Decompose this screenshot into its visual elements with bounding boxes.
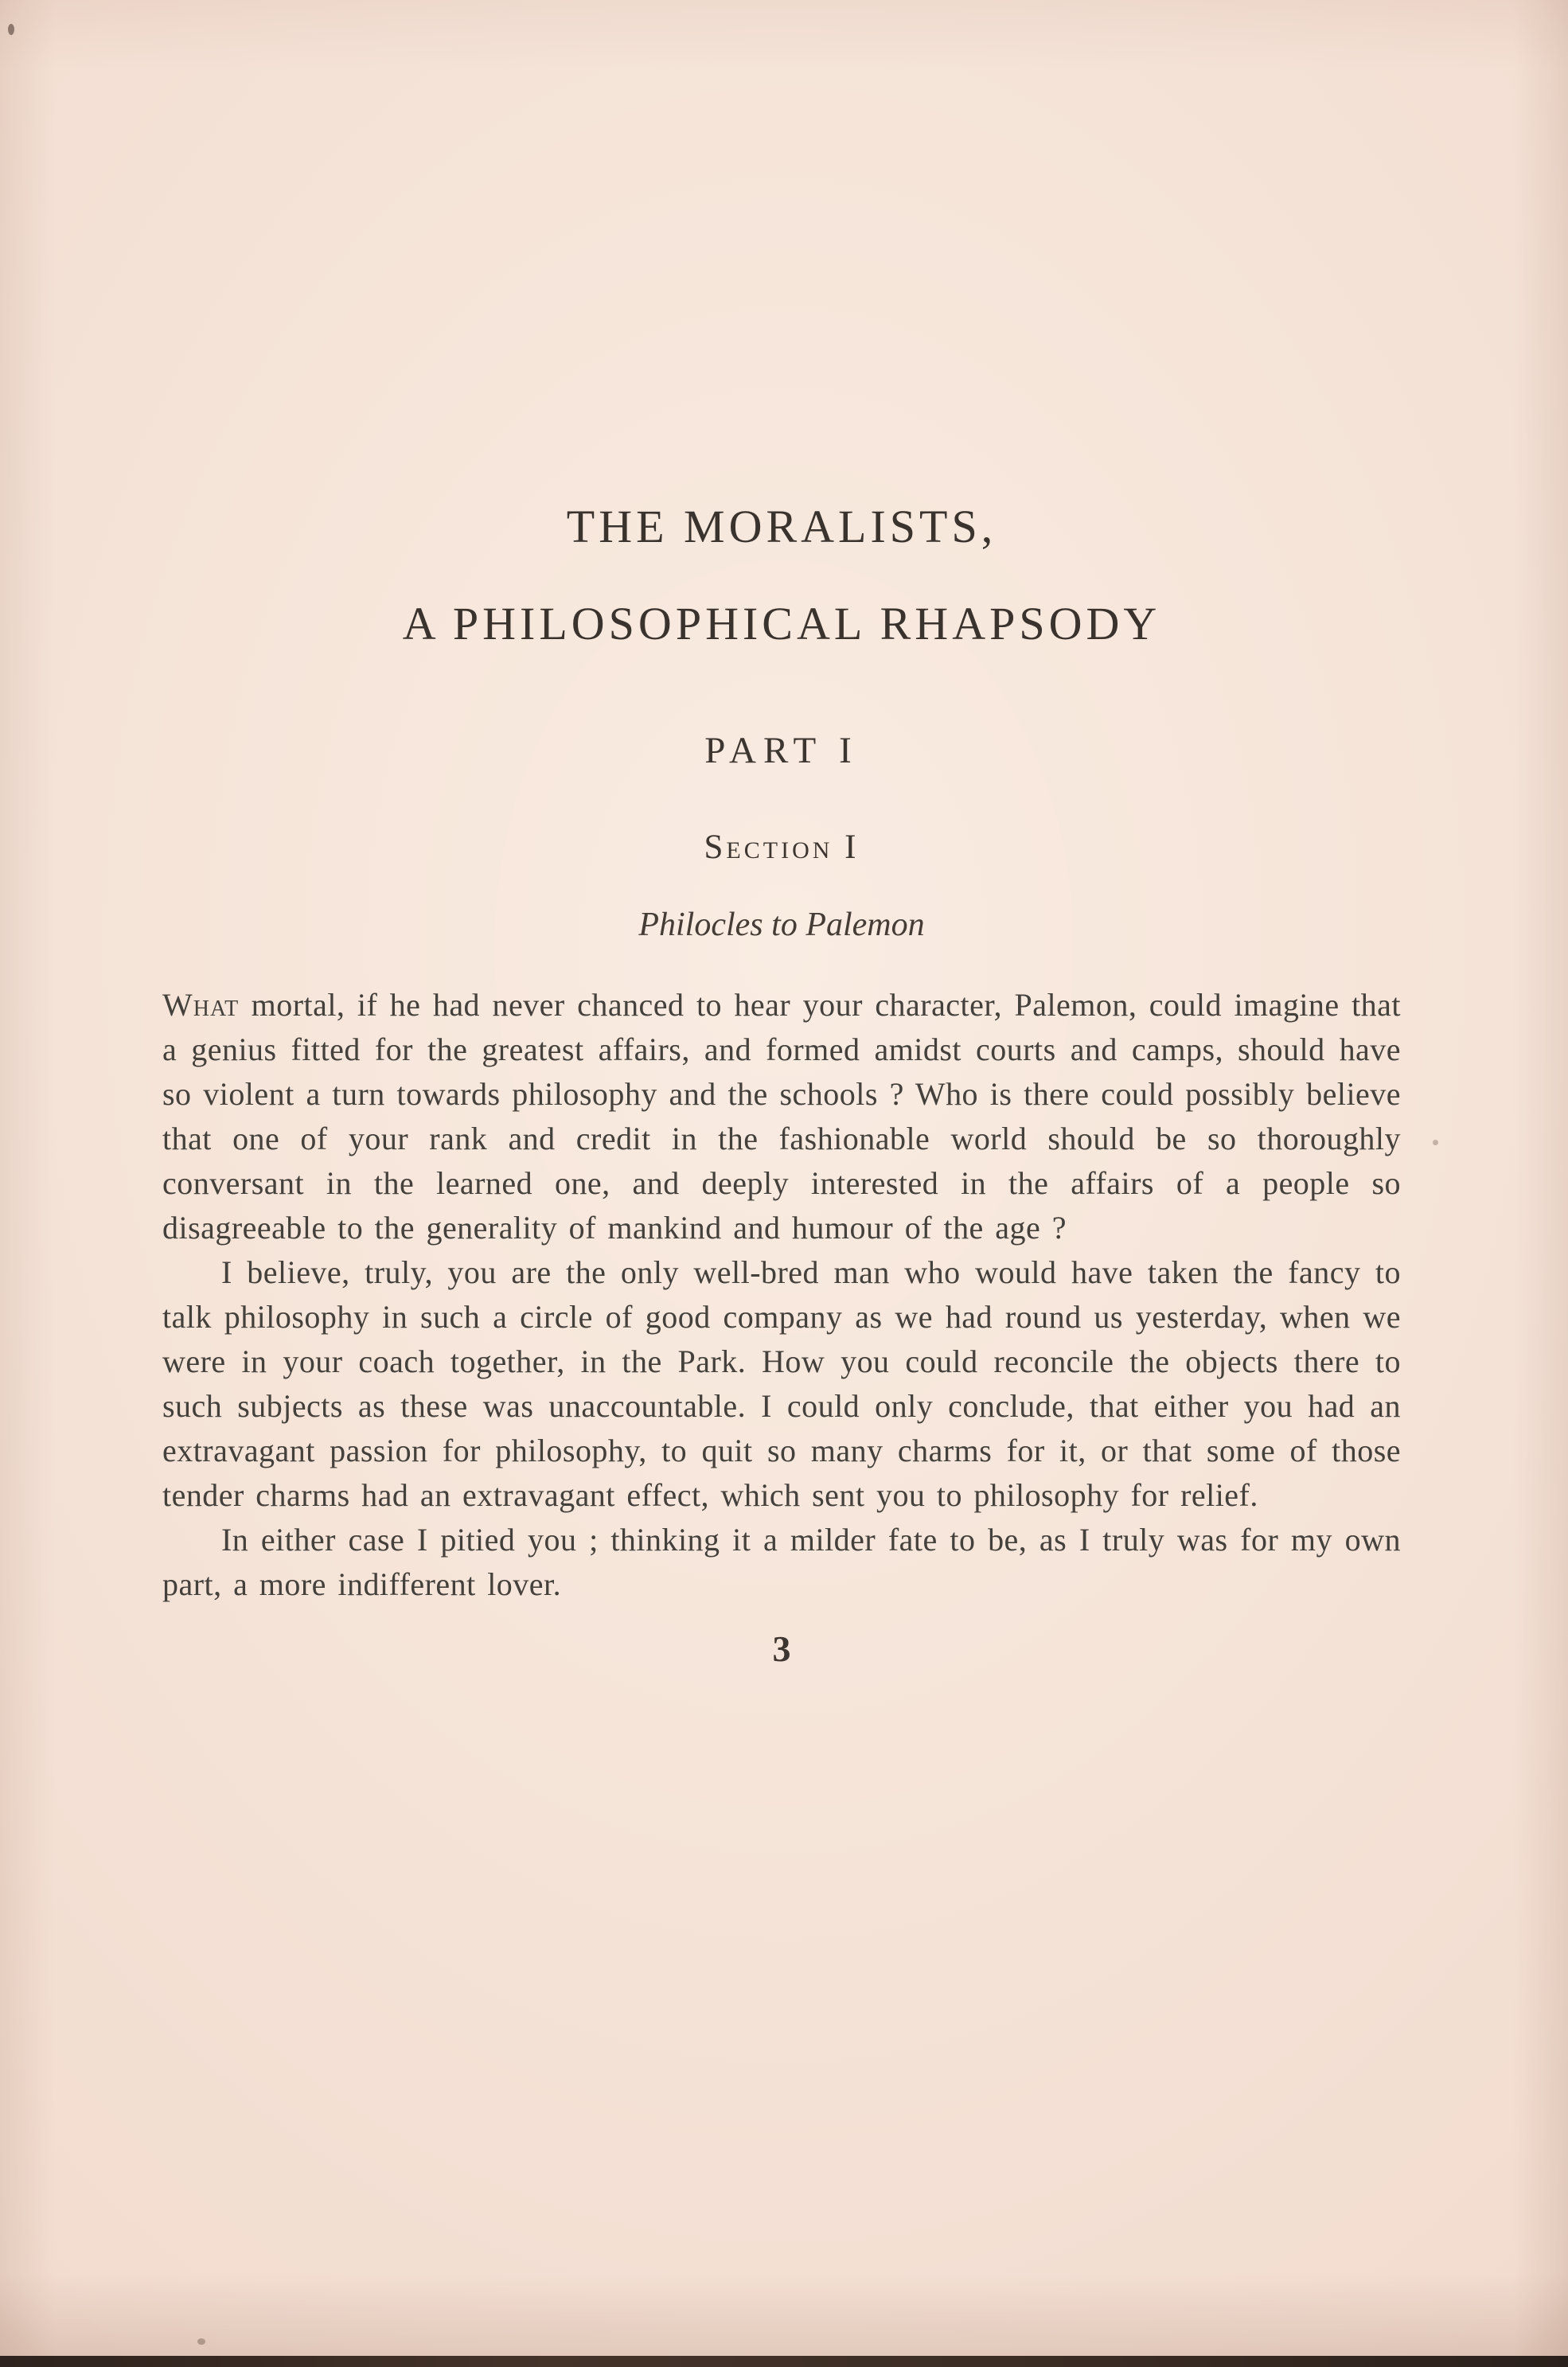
paragraph-1-text: mortal, if he had never chanced to hear your character, Palemon, could imagine that a genius fitted for the greatest affairs, and formed amidst courts and camps, should have so violent a turn towards philosophy and the schools ? Who is there could possibly believe that one of your rank and credit in the fashionable world should be so thoroughly conversant in the learned one, and deeply interested in the affairs of a people so disagreeable to the generality of mankind and humour of the age ? [162,986,1401,1246]
byline: Philocles to Palemon [638,906,925,943]
book-title-line2: A PHILOSOPHICAL RHAPSODY [402,597,1161,649]
paragraph-3: In either case I pitied you ; thinking it a milder fate to be, as I truly was for my own part, a more indifferent lover. [162,1521,1401,1602]
body-text [162,983,1401,1607]
section-heading: Section I [704,829,860,867]
part-heading: PART I [704,729,859,771]
page-content [162,0,1401,1670]
paragraph-2: I believe, truly, you are the only well-bred man who would have taken the fancy to talk philosophy in such a circle of good company as we had round us yesterday, when we were in your coach together, in the Park. How you could reconcile the objects there to such subjects as these was unaccountable. I could only conclude, that either you had an extravagant passion for philosophy, to quit so many charms for it, or that some of those tender charms had an extravagant effect, which sent you to philosophy for relief. [162,1254,1401,1513]
scan-speck-icon [1433,1140,1438,1145]
scan-speck-icon [8,24,14,35]
opening-lead-word: What [162,986,240,1023]
paragraph-1 [162,983,1401,1250]
book-title-line1: THE MORALISTS, [566,501,997,552]
scan-speck-icon [197,2338,205,2345]
scan-bottom-edge [0,2356,1568,2367]
page-number: 3 [772,1628,791,1669]
